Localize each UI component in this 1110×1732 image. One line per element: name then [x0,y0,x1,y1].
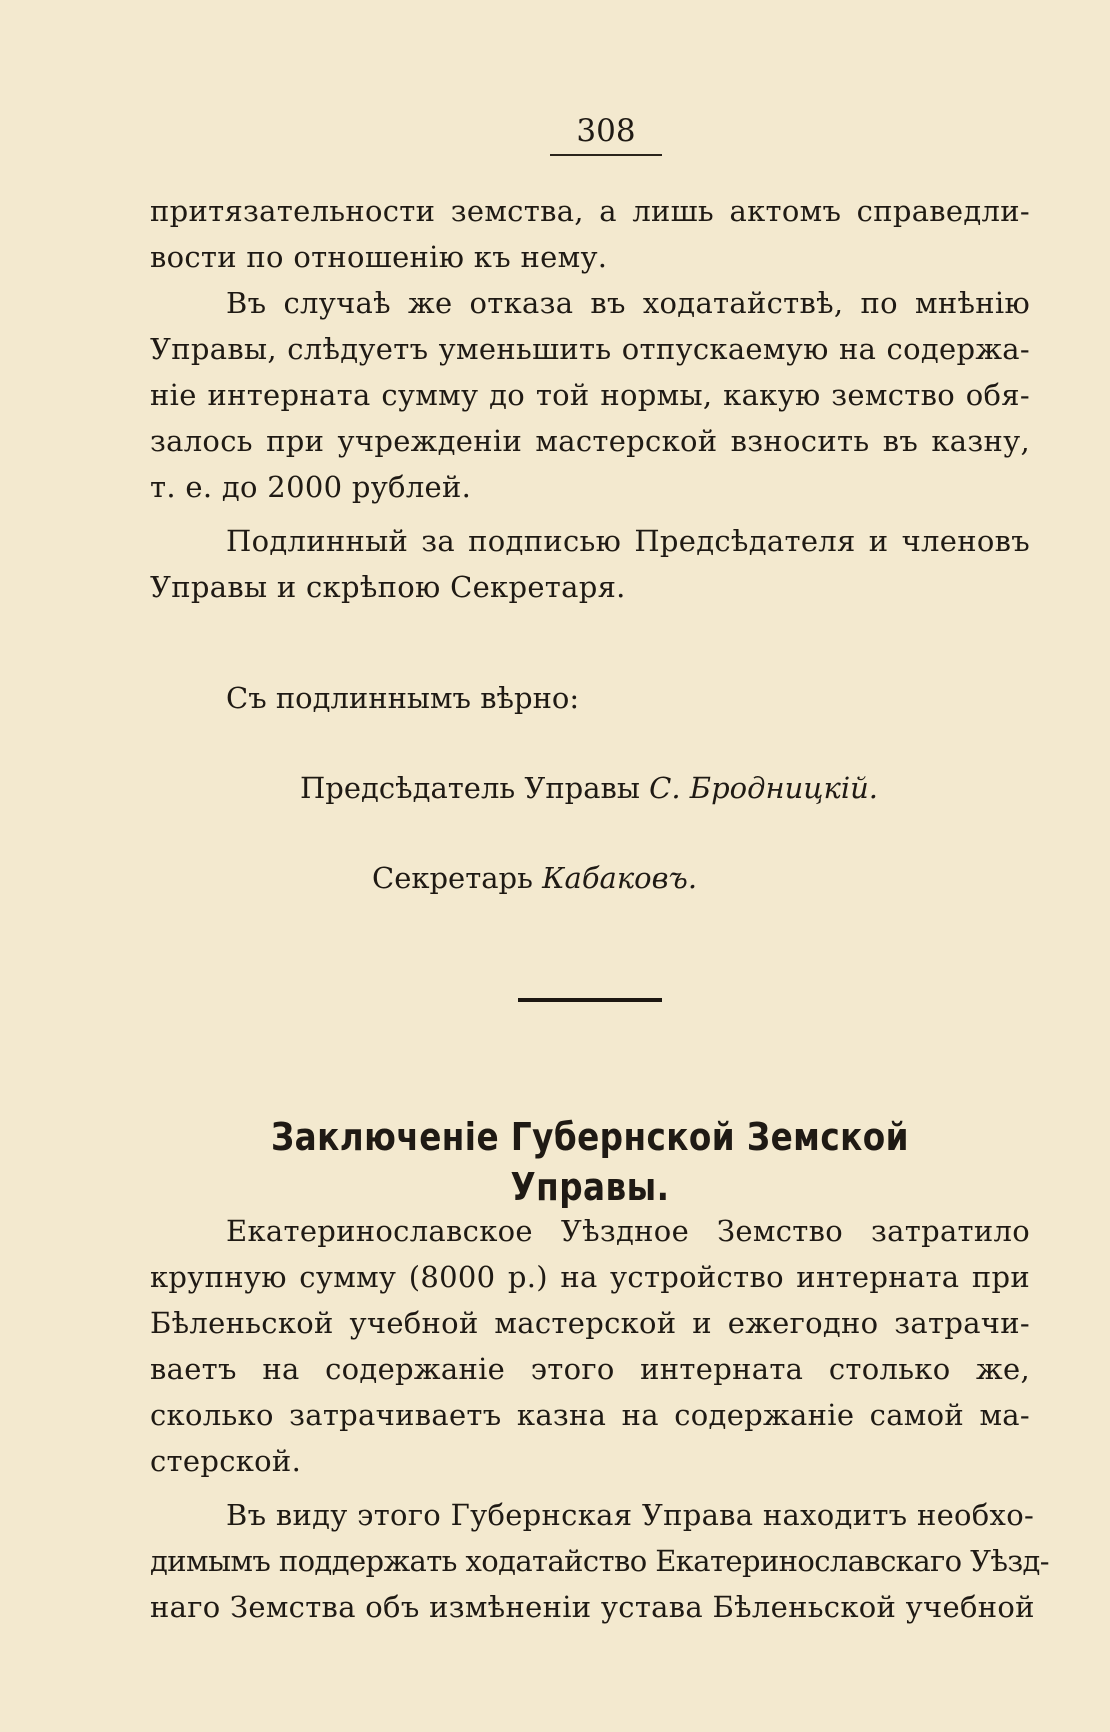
secretary-name: Кабаковъ. [542,861,698,895]
section-heading: Заключеніе Губернской Земской Управы. [271,1115,909,1209]
secretary-signature [372,858,697,898]
text-line: Екатеринославское Уѣздное Земство затратило [226,1214,1030,1248]
paragraph-4 [150,1208,1030,1484]
text-line: сколько затрачиваетъ казна на содержаніе самой ма- [150,1398,1030,1432]
text-line: ніе интерната сумму до той нормы, какую земство обя- [150,378,1030,412]
text-line: залось при учрежденіи мастерской взносить въ казну, [150,424,1030,458]
text-line: стерской. [150,1444,302,1478]
lower-text-block [150,1208,1049,1630]
secretary-title: Секретарь [372,861,533,895]
paragraph-1 [150,188,1030,280]
section-divider [518,998,662,1002]
paragraph-5 [150,1492,1049,1630]
text-line: димымъ поддержать ходатайство Екатеринославскаго Уѣзд- [150,1544,1049,1578]
certified-line: Съ подлиннымъ вѣрно: [226,681,580,715]
chairman-name: С. Бродницкій. [649,771,878,805]
text-line: Подлинный за подписью Предсѣдателя и членовъ [226,524,1030,558]
paragraph-3 [150,518,1030,610]
text-line: наго Земства объ измѣненіи устава Бѣленьской учебной [150,1590,1035,1624]
text-line: т. е. до 2000 рублей. [150,470,472,504]
paragraph-2 [150,280,1030,510]
text-line: притязательности земства, а лишь актомъ справедли- [150,194,1030,228]
text-line: Бѣленьской учебной мастерской и ежегодно затрачи- [150,1306,1030,1340]
text-line: ваетъ на содержаніе этого интерната столько же, [150,1352,1030,1386]
text-line: Въ случаѣ же отказа въ ходатайствѣ, по мнѣнію [226,286,1030,320]
text-line: Управы, слѣдуетъ уменьшить отпускаемую на содержа- [150,332,1030,366]
text-line: Управы и скрѣпою Секретаря. [150,570,626,604]
text-line: вости по отношенію къ нему. [150,240,608,274]
page-number: 308 [576,113,636,149]
text-line: Въ виду этого Губернская Управа находитъ необхо- [226,1498,1035,1532]
page-number-rule [550,154,662,156]
upper-text-block [150,188,1030,610]
chairman-title: Предсѣдатель Управы [300,771,640,805]
text-line: крупную сумму (8000 р.) на устройство интерната при [150,1260,1030,1294]
chairman-signature [300,768,878,808]
